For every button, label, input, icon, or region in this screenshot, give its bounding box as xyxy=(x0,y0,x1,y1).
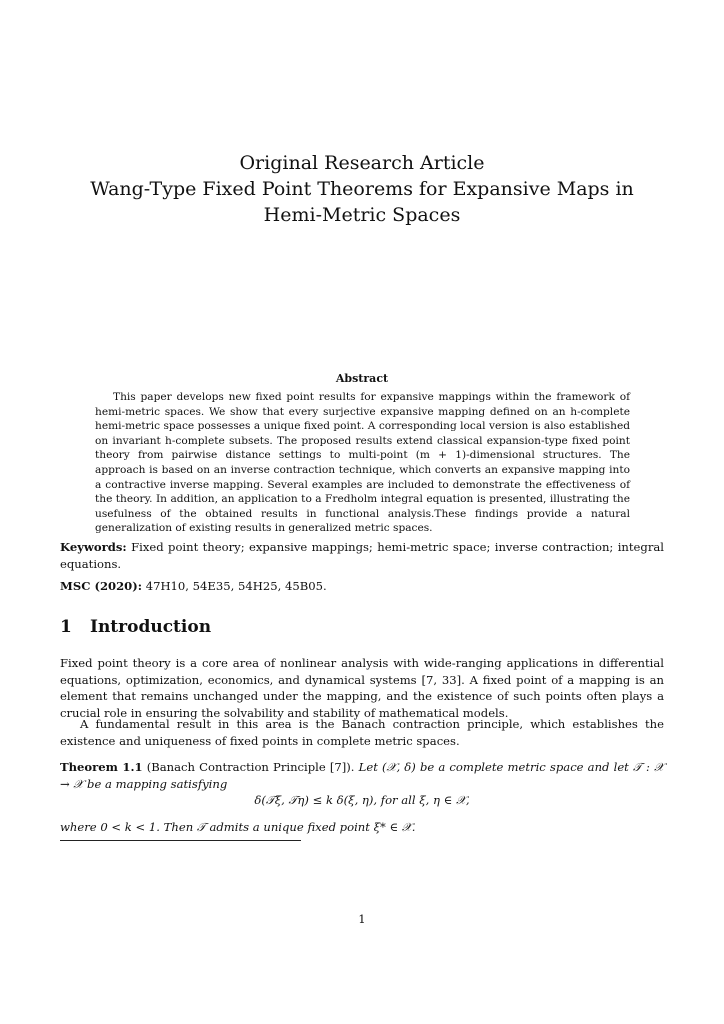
paper-title-line-1: Wang-Type Fixed Point Theorems for Expansive Maps in xyxy=(90,178,634,200)
keywords-label: Keywords: xyxy=(60,540,127,554)
article-type-heading: Original Research Article xyxy=(239,152,485,174)
theorem-equation: δ(𝒯ξ, 𝒯η) ≤ k δ(ξ, η), for all ξ, η ∈ 𝒳, xyxy=(254,793,470,807)
keywords-text: Fixed point theory; expansive mappings; hemi-metric space; inverse contraction; integral equations. xyxy=(60,540,664,571)
abstract-text: This paper develops new fixed point results for expansive mappings within the framework of hemi-metric spaces. We show that every surjective expansive mapping defined on an h-complete hemi-metric space possesses a unique fixed point. A corresponding local version is also established on invariant h-complete subsets. The proposed results extend classical expansion-type fixed point theory from pairwise distance settings to multi-point (m + 1)-dimensional structures. The approach is based on an inverse contraction technique, which converts an expansive mapping into a contractive inverse mapping. Several examples are included to demonstrate the effectiveness of the theory. In addition, an application to a Fredholm integral equation is presented, illustrating the usefulness of the obtained results in functional analysis.These findings provide a natural generalization of existing results in generalized metric spaces. xyxy=(95,391,630,535)
abstract-heading: Abstract xyxy=(335,372,389,385)
theorem-text: Let (𝒳, δ) be a complete metric space and let 𝒯 : 𝒳 → 𝒳 be a mapping satisfying xyxy=(60,760,665,791)
msc-classification xyxy=(60,578,664,595)
intro-paragraph-2: A fundamental result in this area is the Banach contraction principle, which establishes the existence and uniqueness of fixed points in complete metric spaces. xyxy=(60,717,664,748)
intro-paragraph-1: Fixed point theory is a core area of nonlinear analysis with wide-ranging applications in differential equations, optimization, economics, and dynamical systems [7, 33]. A fixed point of a mapping is an element that remains unchanged under the mapping, and the existence of such points often plays a crucial role in ensuring the solvability and stability of mathematical models. xyxy=(60,656,664,720)
theorem-conclusion: where 0 < k < 1. Then 𝒯 admits a unique fixed point ξ* ∈ 𝒳. xyxy=(60,820,416,834)
section-title: Introduction xyxy=(90,617,212,637)
theorem-statement xyxy=(60,759,664,792)
footnote-divider xyxy=(60,840,301,841)
theorem-label: Theorem 1.1 xyxy=(60,760,143,774)
paper-title-line-2: Hemi-Metric Spaces xyxy=(263,204,461,226)
section-heading xyxy=(60,617,211,637)
theorem-attribution: (Banach Contraction Principle [7]). xyxy=(146,760,355,774)
keywords xyxy=(60,539,664,572)
msc-text: 47H10, 54E35, 54H25, 45B05. xyxy=(145,579,327,593)
msc-label: MSC (2020): xyxy=(60,579,142,593)
page-number: 1 xyxy=(358,912,366,926)
section-number: 1 xyxy=(60,617,72,637)
